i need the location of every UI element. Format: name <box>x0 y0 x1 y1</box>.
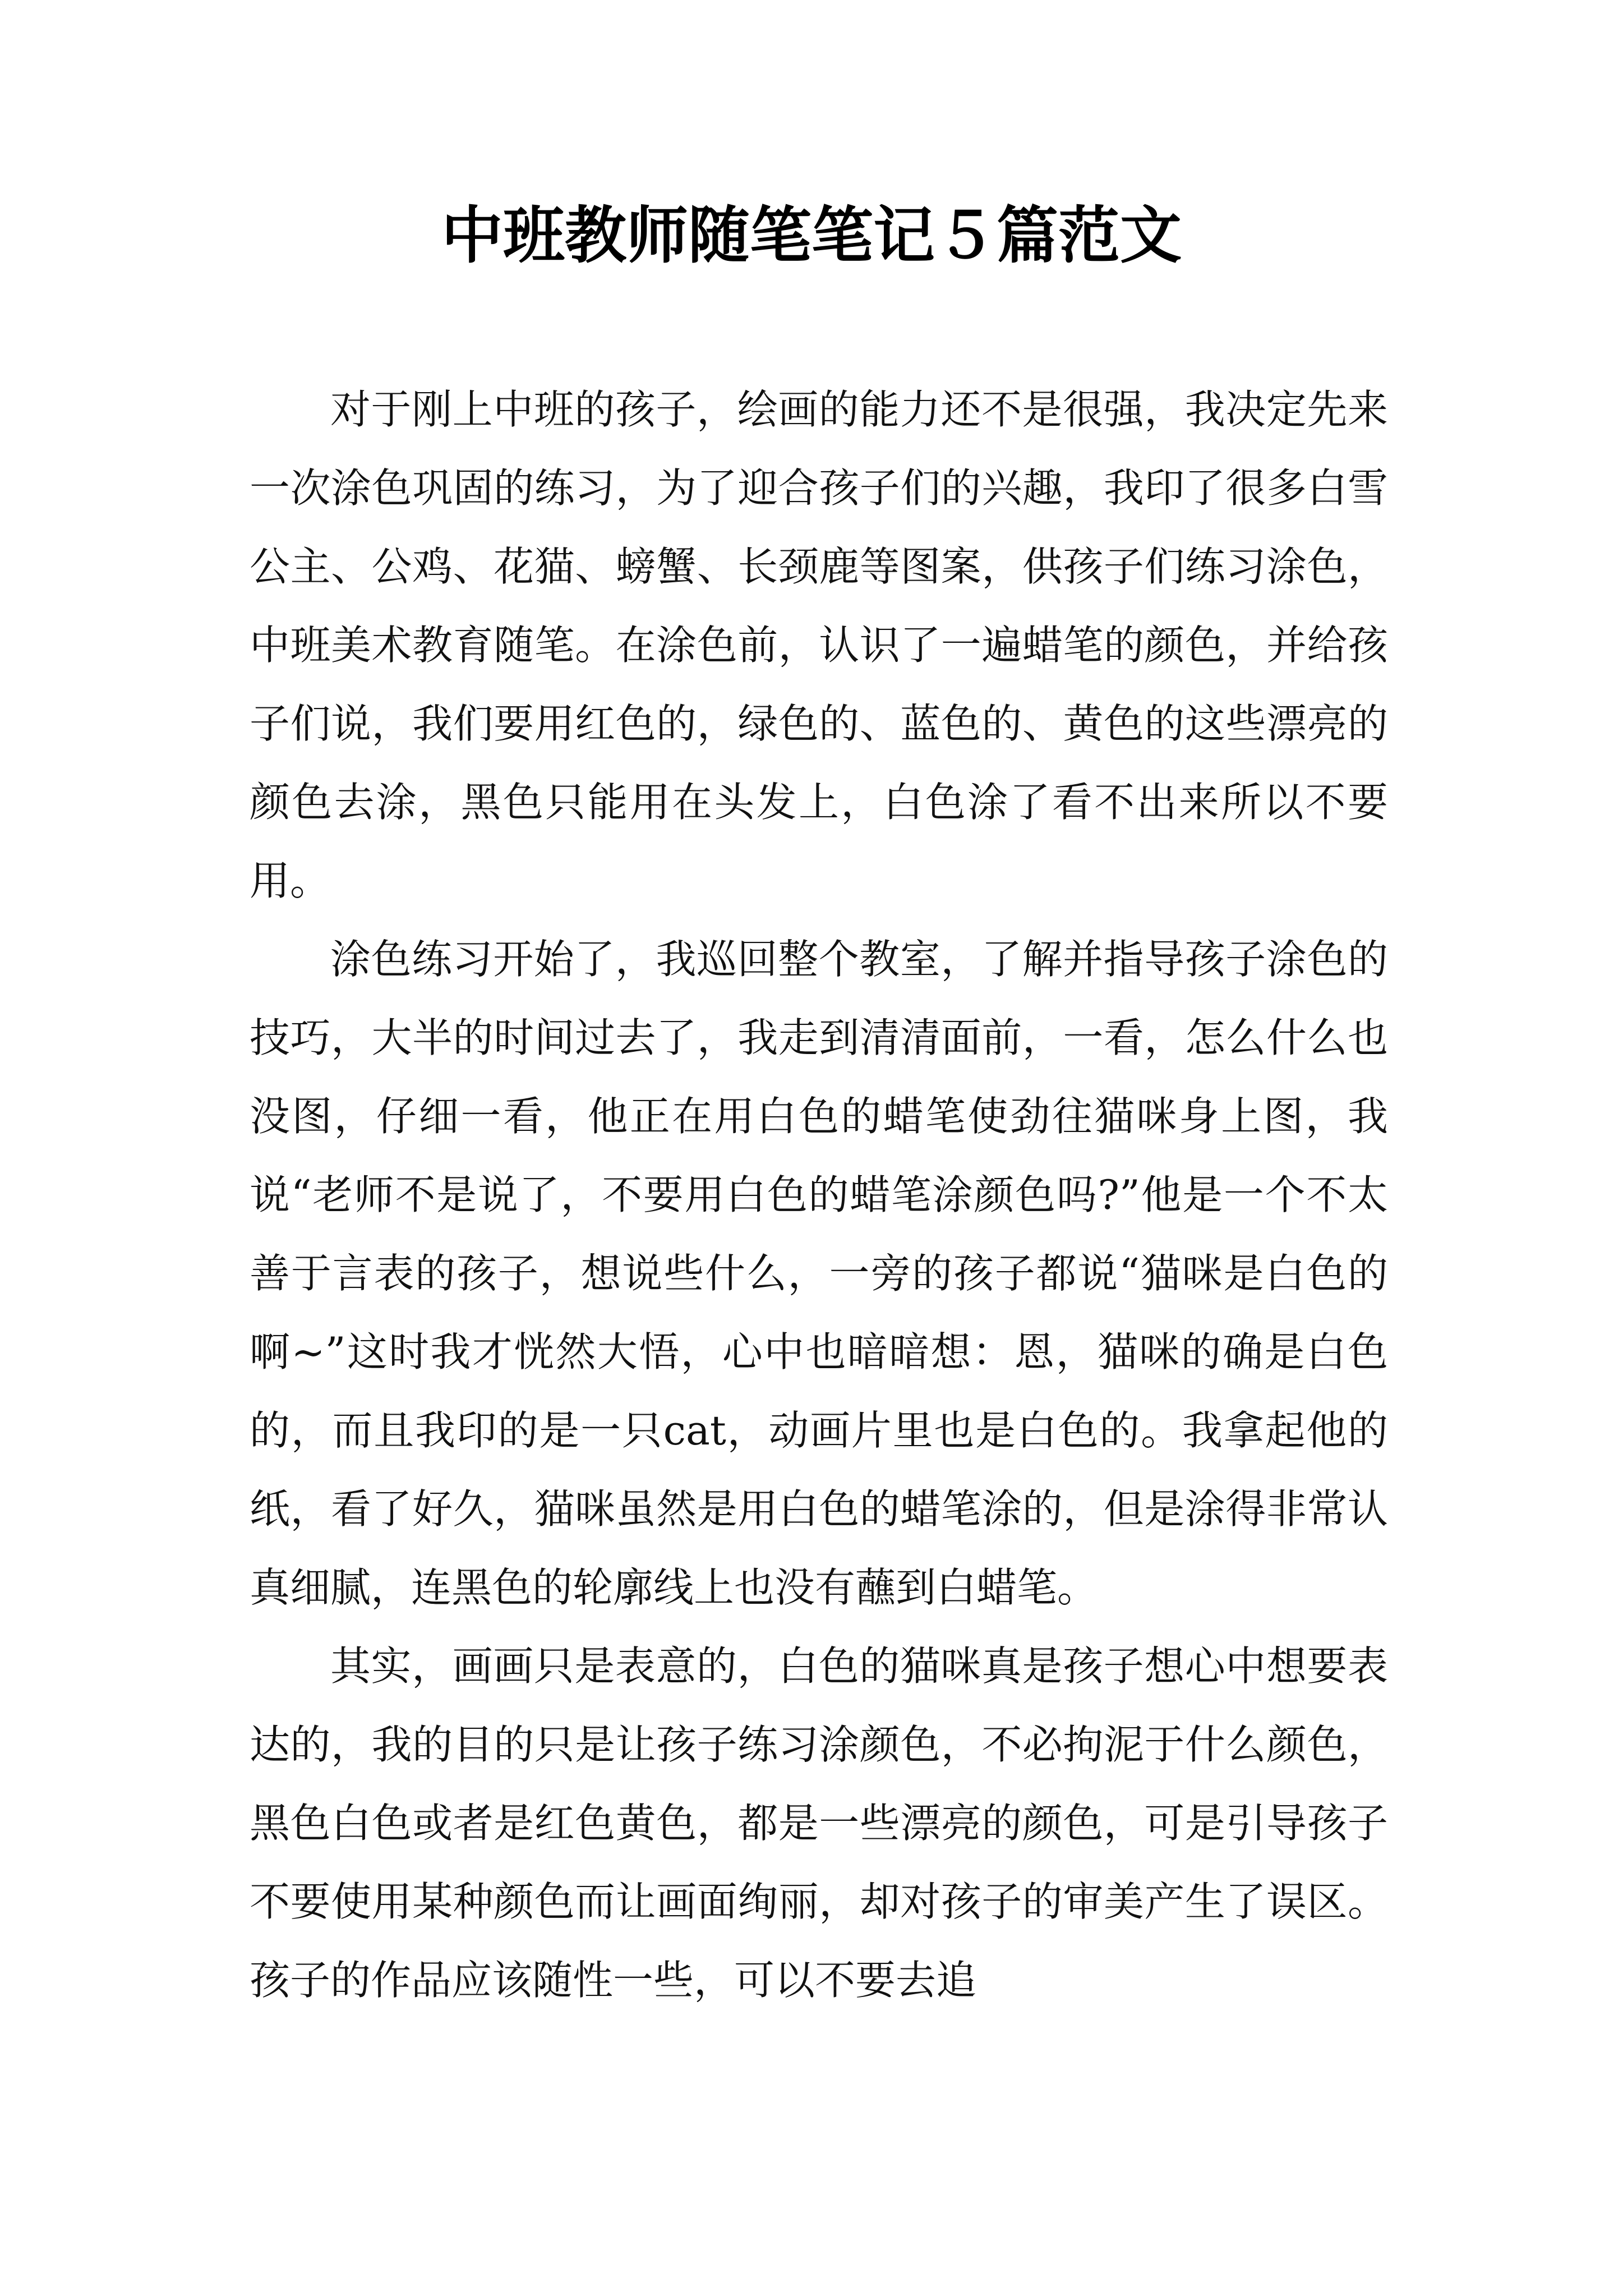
document-title: 中班教师随笔笔记５篇范文 <box>441 199 1182 272</box>
paragraph: 对于刚上中班的孩子，绘画的能力还不是很强，我决定先来一次涂色巩固的练习，为了迎合孩子们的兴趣，我印了很多白雪公主、公鸡、花猫、螃蟹、长颈鹿等图案，供孩子们练习涂色，中班美术教育随笔。在涂色前，认识了一遍蜡笔的颜色，并给孩子们说，我们要用红色的，绿色的、蓝色的、黄色的这些漂亮的颜色去涂，黑色只能用在头发上，白色涂了看不出来所以不要用。 <box>250 386 1388 904</box>
paragraph: 其实，画画只是表意的，白色的猫咪真是孩子想心中想要表达的，我的目的只是让孩子练习涂颜色，不必拘泥于什么颜色，黑色白色或者是红色黄色，都是一些漂亮的颜色，可是引导孩子不要使用某种颜色而让画面绚丽，却对孩子的审美产生了误区。孩子的作品应该随性一些，可以不要去追 <box>250 1642 1388 2004</box>
document-body <box>250 370 1388 2019</box>
paragraph: 涂色练习开始了，我巡回整个教室，了解并指导孩子涂色的技巧，大半的时间过去了，我走到清清面前，一看，怎么什么也没图，仔细一看，他正在用白色的蜡笔使劲往猫咪身上图，我说“老师不是说了，不要用白色的蜡笔涂颜色吗?”他是一个不太善于言表的孩子，想说些什么，一旁的孩子都说“猫咪是白色的啊~”这时我才恍然大悟，心中也暗暗想：恩，猫咪的确是白色的，而且我印的是一只cat，动画片里也是白色的。我拿起他的纸，看了好久，猫咪虽然是用白色的蜡笔涂的，但是涂得非常认真细腻，连黑色的轮廓线上也没有蘸到白蜡笔。 <box>250 936 1388 1611</box>
